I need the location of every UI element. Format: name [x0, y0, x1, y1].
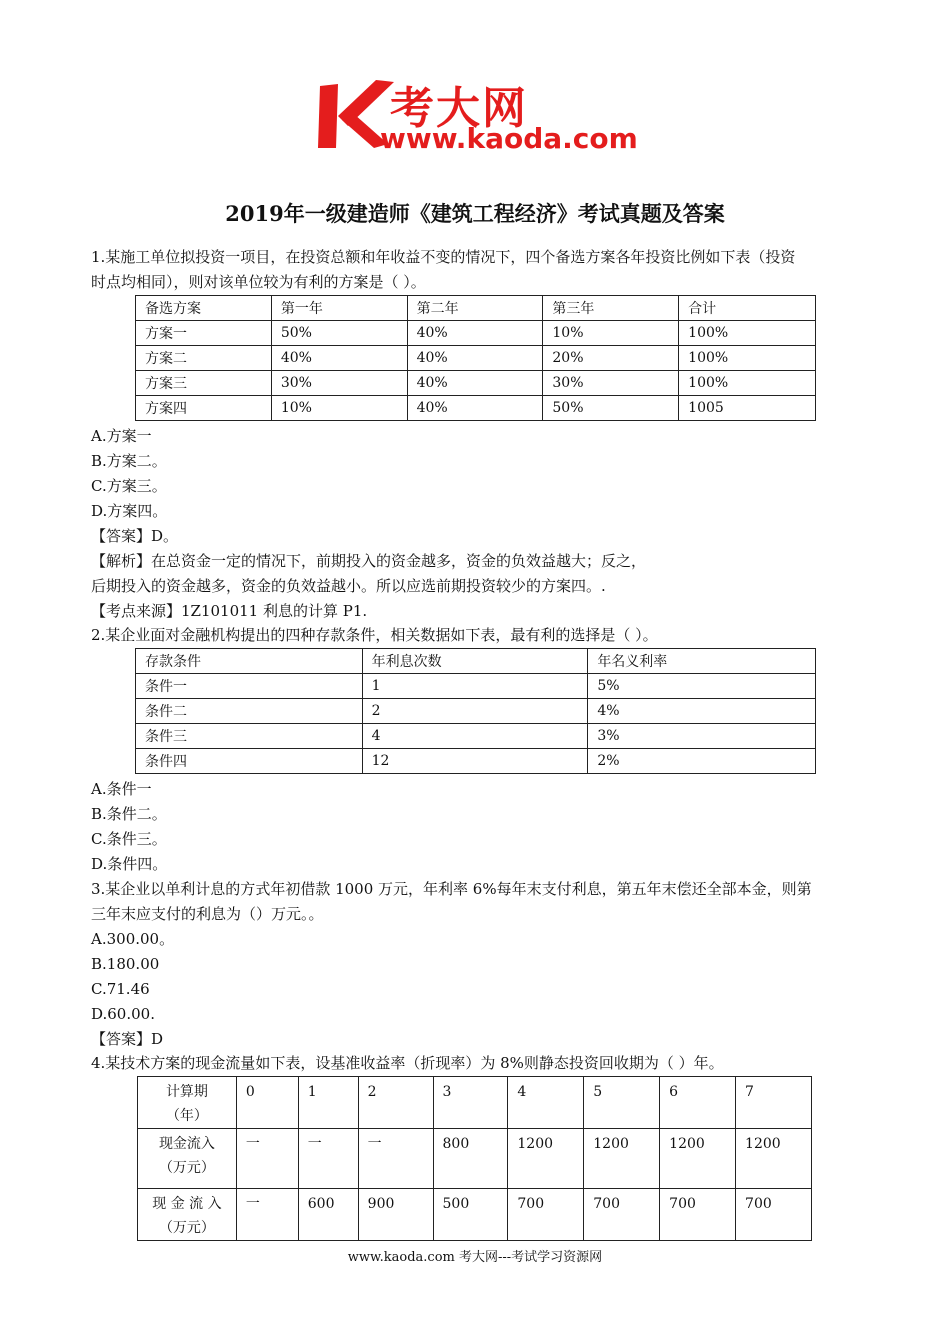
table-cell: 20%: [543, 346, 679, 371]
row-header-line: 计算期: [165, 1084, 208, 1100]
row-header-line: （万元）: [158, 1160, 215, 1176]
q1-answer: 【答案】D。: [91, 527, 179, 545]
table-row: [136, 371, 816, 396]
table-cell: 方案三: [136, 371, 272, 396]
table-header-cell: 第二年: [407, 296, 543, 321]
table-cell: 600: [298, 1189, 358, 1241]
table-row: [138, 1077, 812, 1129]
table-cell: 100%: [679, 321, 816, 346]
table-cell: 500: [433, 1189, 508, 1241]
q1-stem-line-2: 时点均相同），则对该单位较为有利的方案是（ ）。: [91, 273, 426, 291]
table-cell: 一: [358, 1129, 433, 1189]
row-header-line: 现 金 流 入: [152, 1196, 222, 1212]
table-row: [136, 346, 816, 371]
row-header-line: 现金流入: [158, 1136, 215, 1152]
table-row: [136, 321, 816, 346]
q2-stem: 2.某企业面对金融机构提出的四种存款条件，相关数据如下表，最有利的选择是（ ）。: [91, 626, 658, 644]
page-title: 2019年一级建造师《建筑工程经济》考试真题及答案: [225, 201, 725, 226]
table-cell: 1: [362, 674, 588, 699]
table-row-header: [138, 1129, 237, 1189]
q1-option-b: B.方案二。: [91, 452, 167, 470]
table-cell: 5: [584, 1077, 660, 1129]
q2-option-c: C.条件三。: [91, 830, 167, 848]
q3-answer: 【答案】D: [91, 1030, 164, 1048]
table-header-cell: 第一年: [271, 296, 407, 321]
row-header-line: （年）: [165, 1108, 208, 1124]
table-cell: 4: [362, 724, 588, 749]
table-header-cell: 年名义利率: [588, 649, 816, 674]
table-cell: 1200: [508, 1129, 584, 1189]
table-cell: 800: [433, 1129, 508, 1189]
table-cell: 3: [433, 1077, 508, 1129]
q2-option-b: B.条件二。: [91, 805, 167, 823]
table-cell: 条件三: [136, 724, 363, 749]
table-cell: 4: [508, 1077, 584, 1129]
table-cell: 条件二: [136, 699, 363, 724]
table-cell: 2%: [588, 749, 816, 774]
table-row-header: [138, 1077, 237, 1129]
q3-stem-line-2: 三年末应支付的利息为（）万元。。: [91, 905, 324, 923]
table-cell: 1200: [584, 1129, 660, 1189]
table-cell: 一: [236, 1189, 298, 1241]
table-cell: 700: [736, 1189, 812, 1241]
table-cell: 2: [358, 1077, 433, 1129]
table-cell: 0: [236, 1077, 298, 1129]
table-cell: 40%: [407, 346, 543, 371]
site-logo[interactable]: [318, 78, 648, 158]
table-cell: 700: [584, 1189, 660, 1241]
table-row: [138, 1189, 812, 1241]
table-cell: 100%: [679, 346, 816, 371]
table-cell: 1005: [679, 396, 816, 421]
q1-source: 【考点来源】1Z101011 利息的计算 P1.: [91, 602, 368, 620]
table-cell: 1: [298, 1077, 358, 1129]
table-header-cell: 第三年: [543, 296, 679, 321]
q1-analysis-line-1: 【解析】在总资金一定的情况下，前期投入的资金越多，资金的负效益越大；反之，: [91, 552, 647, 570]
table-cell: 一: [236, 1129, 298, 1189]
table-cell: 40%: [271, 346, 407, 371]
table-header-cell: 年利息次数: [362, 649, 588, 674]
q1-option-d: D.方案四。: [91, 502, 168, 520]
table-row: [138, 1129, 812, 1189]
q1-analysis-line-2: 后期投入的资金越多，资金的负效益越小。所以应选前期投资较少的方案四。.: [91, 577, 606, 595]
q2-option-a: A.条件一: [91, 780, 152, 798]
logo-chinese-name: 考大网: [390, 83, 528, 134]
q2-option-d: D.条件四。: [91, 855, 168, 873]
q3-option-a: A.300.00。: [91, 930, 175, 948]
table-row: [136, 724, 816, 749]
table-cell: 30%: [543, 371, 679, 396]
table-header-row: [136, 296, 816, 321]
q1-stem-line-1: 1.某施工单位拟投资一项目，在投资总额和年收益不变的情况下，四个备选方案各年投资比例如下表（投资: [91, 248, 796, 266]
table-cell: 30%: [271, 371, 407, 396]
table-cell: 3%: [588, 724, 816, 749]
table-header-cell: 备选方案: [136, 296, 272, 321]
table-cell: 2: [362, 699, 588, 724]
table-cell: 7: [736, 1077, 812, 1129]
q4-table: [137, 1076, 812, 1241]
table-row-header: [138, 1189, 237, 1241]
table-cell: 10%: [271, 396, 407, 421]
q1-option-a: A.方案一: [91, 427, 152, 445]
table-header-row: [136, 649, 816, 674]
q1-table: [135, 295, 816, 421]
table-row: [136, 396, 816, 421]
table-cell: 条件四: [136, 749, 363, 774]
table-cell: 10%: [543, 321, 679, 346]
q4-stem: 4.某技术方案的现金流量如下表，设基准收益率（折现率）为 8%则静态投资回收期为（ ）年。: [91, 1054, 724, 1072]
table-cell: 一: [298, 1129, 358, 1189]
q3-option-d: D.60.00.: [91, 1005, 155, 1023]
table-cell: 1200: [736, 1129, 812, 1189]
table-header-cell: 合计: [679, 296, 816, 321]
table-row: [136, 699, 816, 724]
table-cell: 方案四: [136, 396, 272, 421]
q1-option-c: C.方案三。: [91, 477, 167, 495]
table-cell: 100%: [679, 371, 816, 396]
table-cell: 40%: [407, 396, 543, 421]
table-cell: 1200: [660, 1129, 736, 1189]
table-cell: 700: [508, 1189, 584, 1241]
q3-stem-line-1: 3.某企业以单利计息的方式年初借款 1000 万元，年利率 6%每年末支付利息，第五年末偿还全部本金，则第: [91, 880, 812, 898]
logo-url: www.kaoda.com: [380, 122, 638, 155]
table-header-cell: 存款条件: [136, 649, 363, 674]
table-cell: 50%: [271, 321, 407, 346]
table-cell: 5%: [588, 674, 816, 699]
table-cell: 50%: [543, 396, 679, 421]
page-footer: www.kaoda.com 考大网---考试学习资源网: [347, 1250, 603, 1265]
table-cell: 12: [362, 749, 588, 774]
table-cell: 条件一: [136, 674, 363, 699]
table-cell: 40%: [407, 371, 543, 396]
q2-table: [135, 648, 816, 774]
row-header-line: （万元）: [158, 1220, 215, 1236]
q3-option-b: B.180.00: [91, 955, 160, 973]
q3-option-c: C.71.46: [91, 980, 150, 998]
table-row: [136, 749, 816, 774]
table-cell: 方案一: [136, 321, 272, 346]
table-cell: 6: [660, 1077, 736, 1129]
table-cell: 方案二: [136, 346, 272, 371]
table-cell: 900: [358, 1189, 433, 1241]
table-row: [136, 674, 816, 699]
table-cell: 700: [660, 1189, 736, 1241]
table-cell: 40%: [407, 321, 543, 346]
table-cell: 4%: [588, 699, 816, 724]
